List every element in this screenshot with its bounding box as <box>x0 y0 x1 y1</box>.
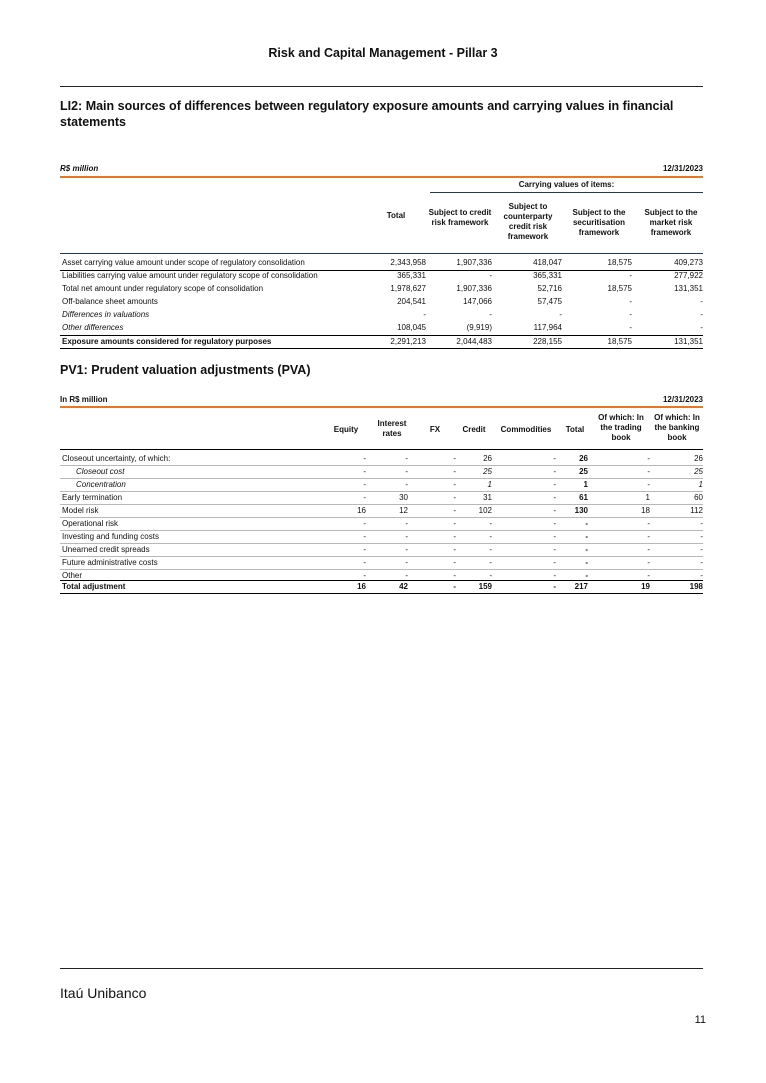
pv1-row-divider <box>60 543 703 544</box>
value-total: - <box>585 558 588 567</box>
row-label: Off-balance sheet amounts <box>62 297 158 306</box>
pv1-col-equity: Equity <box>333 425 359 434</box>
value-commodities: - <box>553 545 556 554</box>
value-total: - <box>423 310 426 319</box>
value-counterparty: 117,964 <box>533 323 562 332</box>
pv1-row-divider <box>60 517 703 518</box>
value-market: 277,922 <box>674 271 703 280</box>
pv1-row-divider <box>60 491 703 492</box>
value-banking-book: 25 <box>694 467 703 476</box>
value-market: - <box>700 310 703 319</box>
value-securitisation: - <box>629 310 632 319</box>
row-label: Concentration <box>76 480 126 489</box>
row-label: Differences in valuations <box>62 310 150 319</box>
value-market: - <box>700 323 703 332</box>
value-equity: 16 <box>357 506 366 515</box>
li2-group-header: Carrying values of items: <box>518 180 615 189</box>
value-equity: - <box>363 532 366 541</box>
li2-date: 12/31/2023 <box>662 164 703 173</box>
li2-total-bottom-rule <box>60 348 703 349</box>
value-fx: - <box>453 582 456 591</box>
pv1-row-divider <box>60 478 703 479</box>
pv1-row-divider <box>60 569 703 570</box>
value-market: 409,273 <box>674 258 703 267</box>
row-label: Total net amount under regulatory scope of consolidation <box>62 284 264 293</box>
value-total: 1,978,627 <box>390 284 426 293</box>
row-label: Other differences <box>62 323 124 332</box>
value-banking-book: - <box>700 519 703 528</box>
value-total: 108,045 <box>397 323 426 332</box>
value-total: 1 <box>583 480 588 489</box>
value-securitisation: 18,575 <box>607 258 632 267</box>
value-fx: - <box>453 454 456 463</box>
value-securitisation: - <box>629 323 632 332</box>
value-banking-book: 1 <box>698 480 703 489</box>
value-market: 131,351 <box>674 284 703 293</box>
value-credit: - <box>489 571 492 580</box>
pv1-row-divider <box>60 556 703 557</box>
pv1-col-banking-book: Of which: In the banking book <box>654 413 700 442</box>
value-credit: 26 <box>483 454 492 463</box>
pv1-row-divider <box>60 504 703 505</box>
value-total: - <box>585 532 588 541</box>
value-total: 2,343,958 <box>390 258 426 267</box>
value-equity: - <box>363 467 366 476</box>
value-trading-book: - <box>647 532 650 541</box>
value-credit: 159 <box>478 582 492 591</box>
value-banking-book: 26 <box>694 454 703 463</box>
value-securitisation: - <box>629 271 632 280</box>
li2-col-securitisation: Subject to the securitisation framework <box>572 208 626 237</box>
value-total: 217 <box>574 582 588 591</box>
value-trading-book: - <box>647 454 650 463</box>
value-total: 130 <box>574 506 588 515</box>
row-label: Investing and funding costs <box>62 532 159 541</box>
row-label: Total adjustment <box>62 582 126 591</box>
value-banking-book: - <box>700 571 703 580</box>
value-market: 131,351 <box>674 337 703 346</box>
pv1-col-trading-book: Of which: In the trading book <box>598 413 644 442</box>
pv1-col-fx: FX <box>429 425 441 434</box>
value-commodities: - <box>553 519 556 528</box>
li2-title: LI2: Main sources of differences between regulatory exposure amounts and carrying values in financial statements <box>60 99 674 129</box>
value-credit: - <box>489 532 492 541</box>
value-commodities: - <box>553 558 556 567</box>
value-equity: - <box>363 545 366 554</box>
pv1-title: PV1: Prudent valuation adjustments (PVA) <box>60 363 311 377</box>
value-equity: - <box>363 454 366 463</box>
footer-company-name: Itaú Unibanco <box>60 985 147 1001</box>
value-commodities: - <box>553 467 556 476</box>
value-credit: 1,907,336 <box>456 258 492 267</box>
pv1-total-top-rule <box>60 580 703 581</box>
pv1-col-commodities: Commodities <box>500 425 552 434</box>
row-label: Model risk <box>62 506 99 515</box>
value-credit: (9,919) <box>466 323 492 332</box>
value-credit: - <box>489 545 492 554</box>
value-credit: 31 <box>483 493 492 502</box>
row-label: Closeout cost <box>76 467 125 476</box>
value-interest-rates: - <box>405 558 408 567</box>
value-trading-book: - <box>647 571 650 580</box>
row-label: Future administrative costs <box>62 558 158 567</box>
value-credit: - <box>489 310 492 319</box>
value-counterparty: 52,716 <box>537 284 562 293</box>
row-label: Exposure amounts considered for regulatory purposes <box>62 337 272 346</box>
value-interest-rates: 30 <box>399 493 408 502</box>
value-counterparty: 228,155 <box>533 337 562 346</box>
li2-orange-rule <box>60 176 703 178</box>
page-header-title: Risk and Capital Management - Pillar 3 <box>268 46 498 60</box>
li2-col-total: Total <box>386 211 406 220</box>
value-interest-rates: - <box>405 467 408 476</box>
li2-col-credit-risk: Subject to credit risk framework <box>428 208 492 227</box>
value-securitisation: 18,575 <box>607 337 632 346</box>
value-commodities: - <box>553 493 556 502</box>
value-credit: 25 <box>483 467 492 476</box>
row-label: Closeout uncertainty, of which: <box>62 454 171 463</box>
value-fx: - <box>453 571 456 580</box>
value-fx: - <box>453 506 456 515</box>
value-credit: - <box>489 519 492 528</box>
value-interest-rates: - <box>405 532 408 541</box>
pv1-col-credit: Credit <box>462 425 486 434</box>
li2-unit-label: R$ million <box>60 164 99 173</box>
value-banking-book: - <box>700 532 703 541</box>
li2-col-counterparty: Subject to counterparty credit risk framework <box>503 202 553 241</box>
value-total: 26 <box>579 454 588 463</box>
value-banking-book: 60 <box>694 493 703 502</box>
value-interest-rates: - <box>405 454 408 463</box>
page-number: 11 <box>694 1014 706 1026</box>
value-counterparty: - <box>559 310 562 319</box>
value-fx: - <box>453 467 456 476</box>
pv1-header-underline <box>60 449 703 450</box>
value-total: - <box>585 571 588 580</box>
pv1-col-total: Total <box>565 425 585 434</box>
li2-meta-row <box>60 164 703 176</box>
value-interest-rates: - <box>405 545 408 554</box>
value-commodities: - <box>553 571 556 580</box>
value-total: 204,541 <box>397 297 426 306</box>
value-credit: - <box>489 558 492 567</box>
value-interest-rates: 42 <box>399 582 408 591</box>
value-securitisation: - <box>629 297 632 306</box>
value-commodities: - <box>553 506 556 515</box>
value-banking-book: - <box>700 558 703 567</box>
row-label: Early termination <box>62 493 123 502</box>
value-credit: 147,066 <box>463 297 492 306</box>
row-label: Unearned credit spreads <box>62 545 150 554</box>
value-total: 2,291,213 <box>390 337 426 346</box>
value-credit: 2,044,483 <box>456 337 492 346</box>
li2-total-top-rule <box>60 335 703 336</box>
value-banking-book: 112 <box>690 506 703 515</box>
value-banking-book: 198 <box>689 582 703 591</box>
value-commodities: - <box>553 582 556 591</box>
value-fx: - <box>453 558 456 567</box>
row-label: Other <box>62 571 83 580</box>
value-credit: 1 <box>487 480 492 489</box>
li2-group-underline <box>430 192 703 193</box>
pv1-orange-rule <box>60 406 703 408</box>
pv1-col-interest-rates: Interest rates <box>377 419 407 438</box>
value-trading-book: 19 <box>641 582 650 591</box>
pv1-date: 12/31/2023 <box>662 395 703 404</box>
value-total: - <box>585 519 588 528</box>
value-fx: - <box>453 493 456 502</box>
header-divider <box>60 86 703 87</box>
row-label: Liabilities carrying value amount under regulatory scope of consolidation <box>62 271 318 280</box>
value-equity: - <box>363 519 366 528</box>
value-equity: 16 <box>357 582 366 591</box>
value-total: 25 <box>579 467 588 476</box>
value-fx: - <box>453 519 456 528</box>
value-trading-book: 1 <box>645 493 650 502</box>
value-counterparty: 418,047 <box>533 258 562 267</box>
value-total: 365,331 <box>397 271 426 280</box>
value-interest-rates: - <box>405 571 408 580</box>
pv1-row-divider <box>60 530 703 531</box>
value-equity: - <box>363 493 366 502</box>
value-trading-book: - <box>647 558 650 567</box>
value-interest-rates: - <box>405 519 408 528</box>
value-credit: 1,907,336 <box>456 284 492 293</box>
pv1-total-bottom-rule <box>60 593 703 594</box>
value-equity: - <box>363 558 366 567</box>
value-total: - <box>585 545 588 554</box>
row-label: Asset carrying value amount under scope of regulatory consolidation <box>62 258 305 267</box>
footer-divider <box>60 968 703 969</box>
value-banking-book: - <box>700 545 703 554</box>
value-trading-book: - <box>647 545 650 554</box>
value-trading-book: 18 <box>641 506 650 515</box>
row-label: Operational risk <box>62 519 119 528</box>
value-fx: - <box>453 545 456 554</box>
value-commodities: - <box>553 454 556 463</box>
value-securitisation: 18,575 <box>607 284 632 293</box>
value-trading-book: - <box>647 519 650 528</box>
value-fx: - <box>453 480 456 489</box>
value-total: 61 <box>579 493 588 502</box>
value-trading-book: - <box>647 480 650 489</box>
value-commodities: - <box>553 532 556 541</box>
value-credit: 102 <box>478 506 492 515</box>
value-interest-rates: - <box>405 480 408 489</box>
value-equity: - <box>363 571 366 580</box>
value-fx: - <box>453 532 456 541</box>
li2-header-underline <box>60 253 703 254</box>
value-commodities: - <box>553 480 556 489</box>
pv1-unit-label: In R$ million <box>60 395 108 404</box>
value-counterparty: 57,475 <box>537 297 562 306</box>
value-credit: - <box>489 271 492 280</box>
value-equity: - <box>363 480 366 489</box>
value-counterparty: 365,331 <box>533 271 562 280</box>
pv1-row-divider <box>60 465 703 466</box>
value-market: - <box>700 297 703 306</box>
value-interest-rates: 12 <box>399 506 408 515</box>
li2-col-market-risk: Subject to the market risk framework <box>644 208 698 237</box>
value-trading-book: - <box>647 467 650 476</box>
